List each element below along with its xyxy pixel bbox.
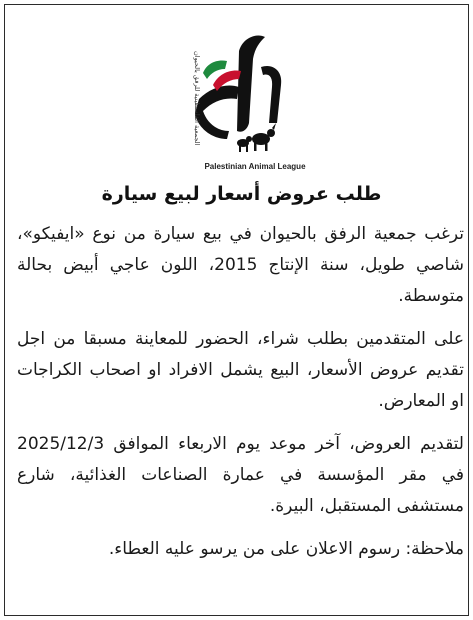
notice-paragraph-vehicle: ترغب جمعية الرفق بالحيوان في بيع سيارة من نوع «ايفيكو»، شاصي طويل، سنة الإنتاج 2015، اللون عاجي أبيض بحالة متوسطة. <box>17 224 464 306</box>
notice-body <box>17 219 464 565</box>
notice-paragraph-deadline: لتقديم العروض، آخر موعد يوم الاربعاء الموافق 2025/12/3 في مقر المؤسسة في عمارة الصناعات الغذائية، شارع مستشفى المستقبل، البيرة. <box>17 434 464 516</box>
organization-english-name: Palestinian Animal League <box>204 162 306 171</box>
advertisement-frame <box>4 4 469 616</box>
organization-arabic-name: الجمعية الفلسطينية للرفق بالحيوان <box>193 50 201 145</box>
notice-title: طلب عروض أسعار لبيع سيارة <box>101 183 382 205</box>
notice-paragraph-inspection: على المتقدمين بطلب شراء، الحضور للمعاينة مسبقا من اجل تقديم عروض الأسعار، البيع يشمل الافراد او اصحاب الكراجات او المعارض. <box>17 329 464 411</box>
notice-paragraph-note: ملاحظة: رسوم الاعلان على من يرسو عليه العطاء. <box>108 539 464 559</box>
